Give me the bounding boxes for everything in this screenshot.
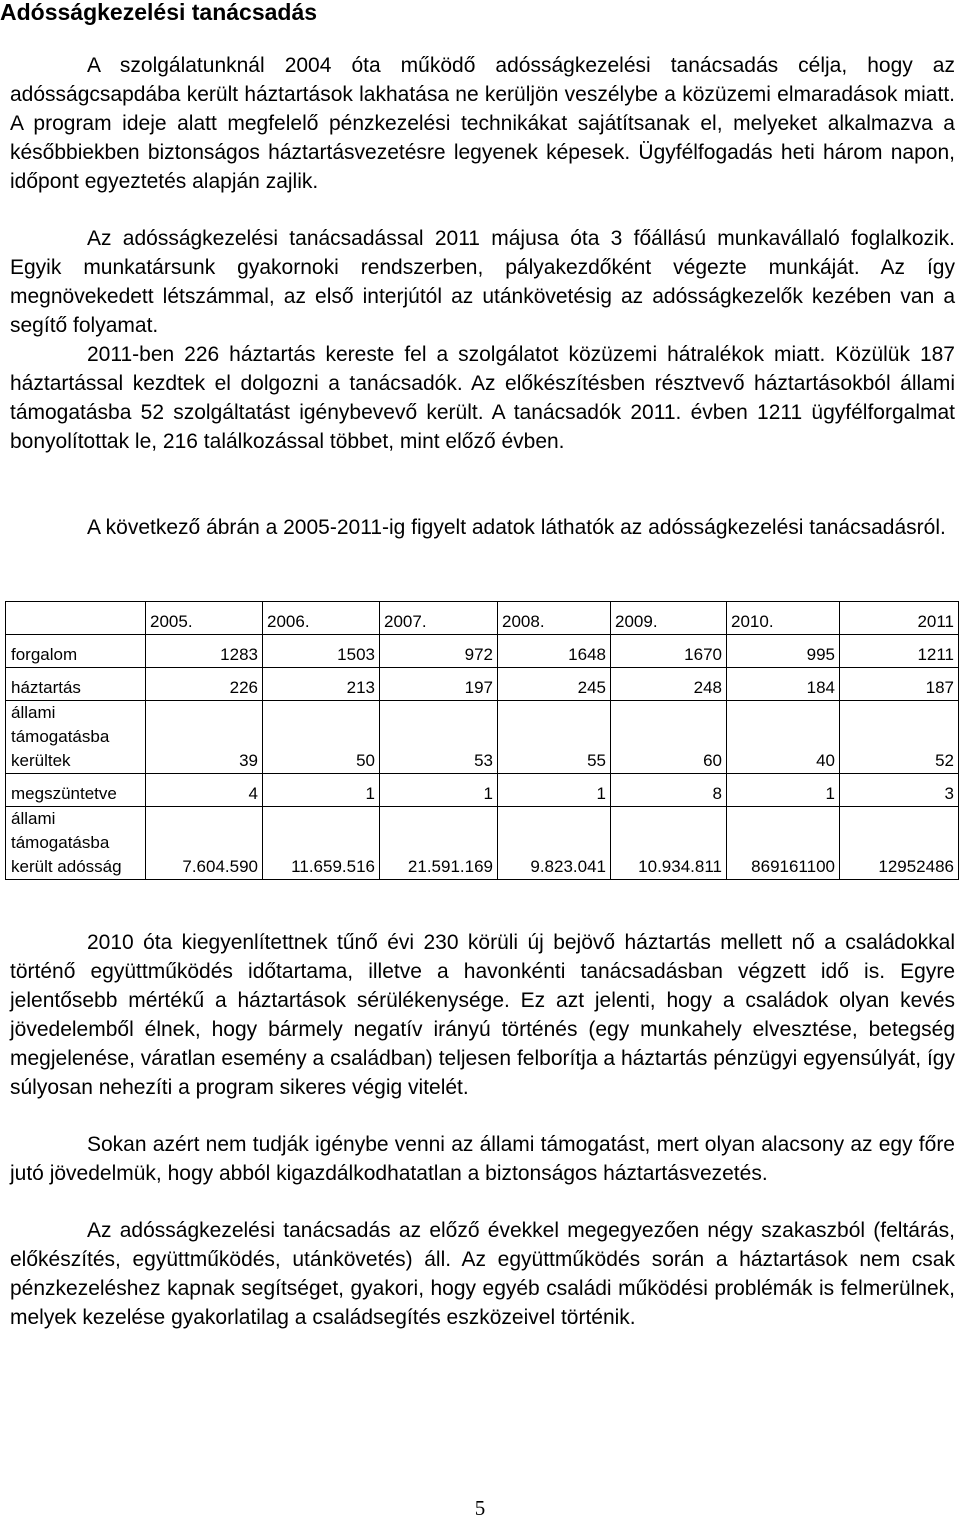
table-cell: 1	[380, 774, 498, 807]
table-cell: 52	[840, 701, 959, 774]
year-header: 2005.	[146, 602, 263, 635]
table-cell: 21.591.169	[380, 807, 498, 880]
row-label: háztartás	[6, 668, 146, 701]
table-cell: 60	[611, 701, 727, 774]
table-header-row	[6, 602, 959, 635]
row-label: megszüntetve	[6, 774, 146, 807]
row-label: állami támogatásba kerültek	[6, 701, 146, 774]
table-cell: 3	[840, 774, 959, 807]
row-label: állami támogatásba került adósság	[6, 807, 146, 880]
table-cell: 187	[840, 668, 959, 701]
year-header: 2008.	[498, 602, 611, 635]
table-cell: 1	[263, 774, 380, 807]
table-row	[6, 635, 959, 668]
table-cell: 1	[727, 774, 840, 807]
table-cell: 197	[380, 668, 498, 701]
paragraph-stages: Az adósságkezelési tanácsadás az előző évekkel megegyezően négy szakaszból (feltárás, előkészítés, együttműködés, utánkövetés) áll. Az együttműködés során a háztartások nem csak pénzkezeléshez kapnak segítséget, gyakori, hogy egyéb családi működési problémák is felmerülnek, melyek kezelése gyakorlatilag a családsegítés eszközeivel történik.	[10, 1219, 955, 1329]
table-cell: 12952486	[840, 807, 959, 880]
table-cell: 184	[727, 668, 840, 701]
paragraph-2011-stats: 2011-ben 226 háztartás kereste fel a szolgálatot közüzemi hátralékok miatt. Közülük 187 háztartással kezdtek el dolgozni a tanácsadók. Az előkészítésben résztvevő háztartásokból állami támogatásba 52 szolgáltatást igénybevevő került. A tanácsadók 2011. évben 1211 ügyfélforgalmat bonyolítottak le, 216 találkozással többet, mint előző évben.	[10, 343, 955, 453]
table-cell: 55	[498, 701, 611, 774]
table-row	[6, 668, 959, 701]
paragraph-intro: A szolgálatunknál 2004 óta működő adósságkezelési tanácsadás célja, hogy az adósságcsapdába került háztartások lakhatása ne kerüljön veszélybe a közüzemi elmaradások miatt. A program ideje alatt megfelelő pénzkezelési technikákat sajátítsanak el, melyeket alkalmazva a későbbiekben biztonságos háztartásvezetésre legyenek képesek. Ügyfélfogadás heti három napon, időpont egyeztetés alapján zajlik.	[10, 54, 955, 193]
table-row	[6, 774, 959, 807]
paragraph-table-intro: A következő ábrán a 2005-2011-ig figyelt adatok láthatók az adósságkezelési tanácsadásról.	[87, 516, 946, 539]
table-row	[6, 807, 959, 880]
paragraph-vulnerability: 2010 óta kiegyenlítettnek tűnő évi 230 körüli új bejövő háztartás mellett nő a családokkal történő együttműködés időtartama, illetve a havonkénti tanácsadásban végzett idő is. Egyre jelentősebb mértékű a háztartások sérülékenysége. Ez azt jelenti, hogy a családok olyan kevés jövedelemből élnek, hogy bármely negatív irányú történés (egy munkahely elvesztése, betegség megjelenése, váratlan esemény a családban) teljesen felborítja a háztartás pénzügyi egyensúlyát, így súlyosan nehezíti a program sikeres végig vitelét.	[10, 931, 955, 1099]
table-cell: 10.934.811	[611, 807, 727, 880]
year-header: 2006.	[263, 602, 380, 635]
table-cell: 40	[727, 701, 840, 774]
table-corner-cell	[6, 602, 146, 635]
table-cell: 1211	[840, 635, 959, 668]
table-cell: 1283	[146, 635, 263, 668]
table-cell: 4	[146, 774, 263, 807]
paragraph-state-support: Sokan azért nem tudják igénybe venni az állami támogatást, mert olyan alacsony az egy főre jutó jövedelmük, hogy abból kigazdálkodhatatlan a biztonságos háztartásvezetés.	[10, 1133, 955, 1185]
table-cell: 50	[263, 701, 380, 774]
year-header: 2009.	[611, 602, 727, 635]
table-row	[6, 701, 959, 774]
year-header: 2010.	[727, 602, 840, 635]
year-header: 2011	[840, 602, 959, 635]
paragraph-staff: Az adósságkezelési tanácsadással 2011 májusa óta 3 főállású munkavállaló foglalkozik. Egyik munkatársunk gyakornoki rendszerben, pályakezdőként végezte munkáját. Az így megnövekedett létszámmal, az első interjútól az utánkövetésig az adósságkezelők kezében van a segítő folyamat.	[10, 227, 955, 337]
section-title: Adósságkezelési tanácsadás	[0, 0, 318, 25]
table-cell: 213	[263, 668, 380, 701]
table-cell: 226	[146, 668, 263, 701]
table-cell: 995	[727, 635, 840, 668]
table-cell: 53	[380, 701, 498, 774]
page-number: 5	[474, 1496, 486, 1520]
table-cell: 9.823.041	[498, 807, 611, 880]
table-cell: 11.659.516	[263, 807, 380, 880]
table-cell: 1648	[498, 635, 611, 668]
table-cell: 1503	[263, 635, 380, 668]
table-cell: 1670	[611, 635, 727, 668]
table-cell: 1	[498, 774, 611, 807]
table-cell: 7.604.590	[146, 807, 263, 880]
table-cell: 39	[146, 701, 263, 774]
table-cell: 869161100	[727, 807, 840, 880]
table-cell: 245	[498, 668, 611, 701]
table-cell: 972	[380, 635, 498, 668]
year-header: 2007.	[380, 602, 498, 635]
row-label: forgalom	[6, 635, 146, 668]
statistics-table	[5, 601, 959, 880]
table-cell: 248	[611, 668, 727, 701]
table-cell: 8	[611, 774, 727, 807]
